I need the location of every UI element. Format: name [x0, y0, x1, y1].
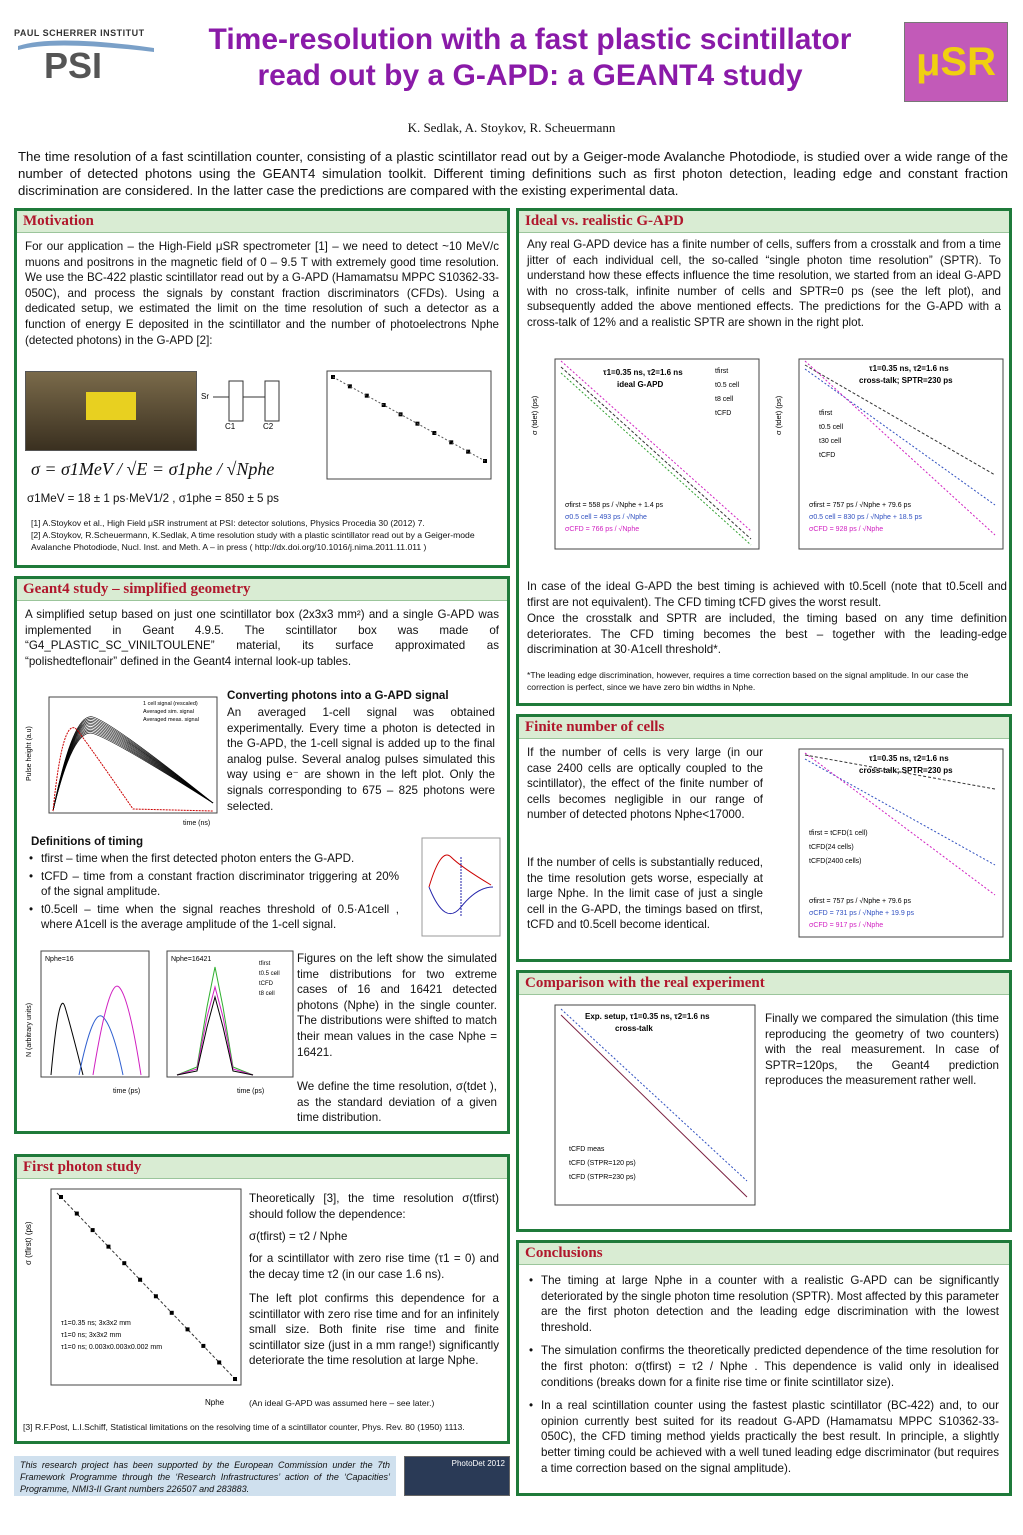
- histogram-nphe16: [23, 947, 153, 1097]
- svg-text:tCFD: tCFD: [715, 410, 732, 417]
- svg-text:σCFD = 731 ps / √Nphe + 19.9 p: σCFD = 731 ps / √Nphe + 19.9 ps: [809, 910, 915, 917]
- finite-cells-panel: [516, 714, 1012, 962]
- svg-text:N (arbitrary units): N (arbitrary units): [26, 1002, 33, 1057]
- svg-text:tfirst: tfirst: [259, 961, 271, 967]
- svg-text:cross-talk: cross-talk: [615, 1024, 653, 1033]
- data-point: [432, 431, 436, 435]
- ref-3: [3] R.F.Post, L.I.Schiff, Statistical limitations on the resolving time of a scintillator counter, Phys. Rev. 80 (1950) 1113.: [23, 1422, 465, 1432]
- finite-cells-plot: [769, 745, 1007, 959]
- svg-text:tCFD: tCFD: [819, 452, 836, 459]
- svg-text:τ1=0.35 ns, τ2=1.6 ns: τ1=0.35 ns, τ2=1.6 ns: [869, 364, 949, 373]
- setup-sketch: [199, 369, 309, 449]
- ideal-panel: [516, 208, 1012, 706]
- data-point: [365, 394, 369, 398]
- data-point: [106, 1245, 110, 1249]
- first-photon-note: (An ideal G-APD was assumed here – see later.): [249, 1398, 435, 1408]
- comparison-text: Finally we compared the simulation (this time reproducing the geometry of two counters) with the real measurement. In case of SPTR=120ps, the Geant4 prediction reproduces the measurement rather well.: [765, 1012, 999, 1088]
- conclusion-item-2: • The simulation confirms the theoretically predicted dependence of the time resolution for the first photon: σ(tfirst) = τ2 / Nphe . This dependence is valid only in idealised conditions (breaks down for a finite rise time or finite scintillator size).: [529, 1343, 999, 1390]
- svg-text:C2: C2: [263, 422, 274, 431]
- svg-text:σ0.5 cell = 493 ps / √Nphe: σ0.5 cell = 493 ps / √Nphe: [565, 514, 647, 521]
- svg-text:tfirst: tfirst: [715, 368, 729, 375]
- data-point: [233, 1377, 237, 1381]
- svg-text:tCFD meas: tCFD meas: [569, 1146, 605, 1153]
- abstract: The time resolution of a fast scintillation counter, consisting of a plastic scintillator read out by a Geiger-mode Avalanche Photodiode, is studied over a wide range of the number of detected photons using the GEANT4 simulation toolkit. Different timing definitions such as first photon detection, leading edge and constant fraction discrimination are considered. In the latter case the predictions are compared with the existing experimental data.: [18, 149, 1008, 198]
- data-point: [91, 1228, 95, 1232]
- data-point: [348, 384, 352, 388]
- data-point: [59, 1195, 63, 1199]
- svg-text:t0.5 cell: t0.5 cell: [819, 424, 844, 431]
- svg-text:tCFD: tCFD: [259, 981, 273, 987]
- svg-text:σfirst = 558 ps / √Nphe + 1.4: σfirst = 558 ps / √Nphe + 1.4 ps: [565, 502, 664, 509]
- svg-text:Pulse height (a.u): Pulse height (a.u): [26, 726, 33, 781]
- svg-text:Nphe=16421: Nphe=16421: [171, 956, 212, 963]
- data-point: [449, 440, 453, 444]
- first-photon-panel: [14, 1154, 510, 1444]
- psi-logo-text: PAUL SCHERRER INSTITUT: [14, 28, 145, 38]
- svg-text:cross-talk; SPTR=230 ps: cross-talk; SPTR=230 ps: [859, 766, 953, 775]
- svg-text:τ1=0 ns; 0.003x0.003x0.002 mm: τ1=0 ns; 0.003x0.003x0.002 mm: [61, 1344, 163, 1351]
- conclusions-title: Conclusions: [519, 1243, 1009, 1265]
- ideal-gapd-plot: [525, 355, 763, 571]
- pulse-shape-plot: [23, 691, 223, 831]
- setup-photo: [25, 371, 197, 451]
- motivation-panel: [14, 208, 510, 568]
- svg-text:σ (tfirst) (ps): σ (tfirst) (ps): [24, 1221, 33, 1265]
- svg-text:t0.5 cell: t0.5 cell: [715, 382, 740, 389]
- first-photon-text-1: Theoretically [3], the time resolution σ(tfirst) should follow the dependence:: [249, 1192, 499, 1221]
- definition-t05cell: • t0.5cell – time when the signal reaches threshold of 0.5·A1cell , where A1cell is the average amplitude of the 1-cell signal.: [29, 902, 399, 933]
- svg-text:tCFD(24 cells): tCFD(24 cells): [809, 844, 854, 851]
- comparison-plot: [525, 1001, 761, 1229]
- svg-text:PSI: PSI: [44, 45, 103, 82]
- musr-logo-text: μSR: [915, 40, 997, 84]
- svg-text:σCFD = 917 ps / √Nphe: σCFD = 917 ps / √Nphe: [809, 922, 884, 929]
- figures-text-2: We define the time resolution, σ(tdet ), as the standard deviation of a given time distribution.: [297, 1080, 497, 1125]
- conclusion-item-3: • In a real scintillation counter using the fastest plastic scintillator (BC-422) and, to our opinion currently best suited for its readout G-APD (Hamamatsu MPPC S10362-33-050C), the CFD timing method yields practically the best result. In principle, a slightly better timing could be achieved with a well tuned leading edge discriminator (but requires a time correction based on the signal amplitude).: [529, 1398, 999, 1476]
- geant4-text: A simplified setup based on just one scintillator box (2x3x3 mm²) and a single G-APD was implemented in Geant 4.9.5. The scintillator box was made of “G4_PLASTIC_SC_VINILTOULENE” material, its surface approximated as “polishedteflonair” defined in the Geant4 internal look-up tables.: [25, 608, 499, 668]
- histogram-nphe16421: [157, 947, 297, 1097]
- motivation-title: Motivation: [17, 211, 507, 233]
- comparison-title: Comparison with the real experiment: [519, 973, 1009, 995]
- svg-text:t8 cell: t8 cell: [259, 991, 275, 997]
- resolution-values: σ1MeV = 18 ± 1 ps·MeV1/2 , σ1phe = 850 ± 5 ps: [27, 492, 279, 505]
- photodet-logo: [404, 1456, 510, 1496]
- svg-text:tCFD (STPR=230 ps): tCFD (STPR=230 ps): [569, 1174, 636, 1181]
- resolution-formula: σ = σ1MeV / √E = σ1phe / √Nphe: [31, 459, 275, 479]
- data-point: [186, 1327, 190, 1331]
- svg-text:Nphe: Nphe: [205, 1398, 225, 1407]
- svg-text:C1: C1: [225, 422, 236, 431]
- svg-text:time (ps): time (ps): [113, 1088, 141, 1095]
- cfd-sketch: [421, 837, 501, 937]
- finite-cells-text-1: If the number of cells is very large (in our case 2400 cells are optically coupled to the scintillator), the effect of the finite number of cells becomes negligible in our range of number of detected photons Nphe<17000.: [527, 746, 763, 822]
- converting-text: An averaged 1-cell signal was obtained experimentally. Every time a photon is detected in the G-APD, the 1-cell signal is added up to the final analog pulse. Several analog pulses simulated this way using e⁻ are shown in the left plot. Only the signals corresponding to 675 – 825 photons were selected.: [227, 706, 495, 813]
- conclusions-panel: [516, 1240, 1012, 1496]
- musr-logo: [904, 22, 1008, 102]
- svg-text:σ (tdet) (ps): σ (tdet) (ps): [530, 395, 539, 435]
- ref-1: [1] A.Stoykov et al., High Field μSR instrument at PSI: detector solutions, Physics Procedia 30 (2012) 7.: [31, 518, 425, 528]
- svg-text:time (ns): time (ns): [183, 820, 211, 827]
- svg-text:cross-talk; SPTR=230 ps: cross-talk; SPTR=230 ps: [859, 376, 953, 385]
- svg-text:t0.5 cell: t0.5 cell: [259, 971, 280, 977]
- conclusion-item-1: • The timing at large Nphe in a counter with a realistic G-APD can be significantly deteriorated by the single photon time resolution (SPTR). Most affected by this parameter are the first photon detection and the leading edge discrimination with the lowest threshold.: [529, 1273, 999, 1335]
- ref-2: [2] A.Stoykov, R.Scheuermann, K.Sedlak, A time resolution study with a plastic scintillator read out by a Geiger-mode Avalanche Photodiode, Nucl. Inst. and Meth. A – in press ( http://dx.doi.org/10.1016/j.nima.2011.11.011 ): [31, 530, 475, 552]
- realistic-gapd-plot: [769, 355, 1007, 571]
- svg-text:1 cell signal (rescaled): 1 cell signal (rescaled): [143, 701, 198, 707]
- ideal-text: Any real G-APD device has a finite number of cells, suffers from a crosstalk and from a time jitter of each individual cell, the so-called “single photon time resolution” (SPTR). To understand how these effects influence the time resolution, we started from an ideal G-APD with no cross-talk, infinite number of cells and SPTR=0 ps (see the left plot), and subsequently added the above mentioned effects. The predictions for the G-APD with a cross-talk of 12% and a realistic SPTR are shown in the right plot.: [527, 238, 1001, 329]
- converting-title: Converting photons into a G-APD signal: [227, 689, 449, 702]
- svg-text:Averaged sim. signal: Averaged sim. signal: [143, 709, 194, 715]
- motivation-text: For our application – the High-Field μSR spectrometer [1] – we need to detect ~10 MeV/c muons and positrons in the magnetic field of 0 – 9.5 T with extremely good time resolution. We use the BC-422 plastic scintillator read out by a G-APD (Hamamatsu MPPC S10362-33-050C), and process the signals by constant fraction discriminators (CFDs). Using a dedicated setup, we estimated the limit on the time resolution of such a detector as a function of energy E deposited in the scintillator and the number of photoelectrons Nphe (detected photons) in the G-APD [2]:: [25, 240, 499, 347]
- svg-text:σ (tdet) (ps): σ (tdet) (ps): [774, 395, 783, 435]
- svg-text:Exp. setup, τ1=0.35 ns, τ2=1.: Exp. setup, τ1=0.35 ns, τ2=1.6 ns: [585, 1012, 710, 1021]
- data-point: [138, 1278, 142, 1282]
- svg-text:tfirst = tCFD(1 cell): tfirst = tCFD(1 cell): [809, 830, 868, 837]
- ideal-text-2: In case of the ideal G-APD the best timing is achieved with t0.5cell (note that t0.5cell and tfirst are not equivalent). The CFD timing tCFD gives the worst result.: [527, 580, 1007, 609]
- ideal-text-3: Once the crosstalk and SPTR are included, the timing based on any time definition deteriorates. The CFD timing becomes the best – together with the leading-edge discrimination at 30·A1cell threshold*.: [527, 612, 1007, 657]
- svg-text:t30 cell: t30 cell: [819, 438, 842, 445]
- svg-text:τ1=0.35 ns; 3x3x2 mm: τ1=0.35 ns; 3x3x2 mm: [61, 1320, 131, 1327]
- svg-text:Sr: Sr: [201, 392, 209, 401]
- authors: K. Sedlak, A. Stoykov, R. Scheuermann: [407, 120, 616, 135]
- title-line-2: read out by a G-APD: a GEANT4 study: [257, 59, 803, 92]
- ideal-footnote: *The leading edge discrimination, however, requires a time correction based on the signal amplitude. In our case the correction is perfect, since we have zero bin widths in Nphe.: [527, 670, 969, 692]
- funding-note: This research project has been supported by the European Commission under the 7th Framework Programme through the ‘Research Infrastructures’ action of the ‘Capacities’ Programme, NMI3-II Grant numbers 226507 and 283883.: [14, 1456, 396, 1496]
- data-point: [217, 1360, 221, 1364]
- psi-logo-mark: [14, 38, 160, 82]
- comparison-panel: [516, 970, 1012, 1232]
- svg-text:σCFD = 766 ps / √Nphe: σCFD = 766 ps / √Nphe: [565, 526, 640, 533]
- sigma-vs-energy-plot: [313, 361, 503, 491]
- data-point: [122, 1261, 126, 1265]
- svg-text:σ0.5 cell = 830 ps / √Nphe + 1: σ0.5 cell = 830 ps / √Nphe + 18.5 ps: [809, 514, 922, 521]
- title-line-1: Time-resolution with a fast plastic scintillator: [208, 23, 852, 56]
- svg-text:tfirst: tfirst: [819, 410, 833, 417]
- definitions-list: [29, 851, 399, 935]
- data-point: [201, 1344, 205, 1348]
- geant4-title: Geant4 study – simplified geometry: [17, 579, 507, 601]
- photodet-logo-text: PhotoDet 2012: [451, 1459, 505, 1468]
- geant4-panel: [14, 576, 510, 1134]
- data-point: [170, 1311, 174, 1315]
- poster-title: [170, 22, 890, 94]
- svg-text:tCFD (STPR=120 ps): tCFD (STPR=120 ps): [569, 1160, 636, 1167]
- data-point: [75, 1212, 79, 1216]
- svg-text:time (ps): time (ps): [237, 1088, 265, 1095]
- first-photon-text-2: for a scintillator with zero rise time (τ1 = 0) and the decay time τ2 (in our case 1.6 ns).: [249, 1252, 499, 1281]
- svg-text:σfirst = 757 ps / √Nphe + 79.6: σfirst = 757 ps / √Nphe + 79.6 ps: [809, 898, 911, 905]
- svg-text:σfirst = 757 ps / √Nphe + 79.6: σfirst = 757 ps / √Nphe + 79.6 ps: [809, 502, 911, 509]
- svg-text:τ1=0.35 ns, τ2=1.6 ns: τ1=0.35 ns, τ2=1.6 ns: [869, 754, 949, 763]
- svg-text:τ1=0.35 ns, τ2=1.6 ns: τ1=0.35 ns, τ2=1.6 ns: [603, 368, 683, 377]
- svg-text:Averaged meas. signal: Averaged meas. signal: [143, 717, 199, 723]
- svg-text:σCFD = 928 ps / √Nphe: σCFD = 928 ps / √Nphe: [809, 526, 884, 533]
- definitions-title: Definitions of timing: [31, 835, 144, 848]
- finite-cells-title: Finite number of cells: [519, 717, 1009, 739]
- svg-text:ideal G-APD: ideal G-APD: [617, 380, 664, 389]
- conclusions-list: [519, 1265, 1009, 1476]
- first-photon-title: First photon study: [17, 1157, 507, 1179]
- svg-text:Nphe=16: Nphe=16: [45, 956, 74, 963]
- figures-text: Figures on the left show the simulated time distributions for two extreme cases of 16 and 16421 detected photons (Nphe) in the single counter. The distributions were shifted to match their mean values in the case Nphe = 16421.: [297, 952, 497, 1059]
- svg-text:τ1=0 ns; 3x3x2 mm: τ1=0 ns; 3x3x2 mm: [61, 1332, 122, 1339]
- svg-text:tCFD(2400 cells): tCFD(2400 cells): [809, 858, 862, 865]
- first-photon-text-3: The left plot confirms this dependence for a scintillator with zero rise time and for an infinitely small size. Both finite rise time and finite scintillator size (just in a mm range!) significantly deteriorate the time resolution at large Nphe.: [249, 1292, 499, 1368]
- first-photon-equation: σ(tfirst) = τ2 / Nphe: [249, 1230, 348, 1243]
- definition-tfirst: • tfirst – time when the first detected photon enters the G-APD.: [29, 851, 399, 867]
- finite-cells-text-2: If the number of cells is substantially reduced, the time resolution gets worse, especially at large Nphe. In the limit case of just a single cell in the G-APD, the timings based on tfirst, tCFD and t0.5cell become identical.: [527, 856, 763, 932]
- definition-tcfd: • tCFD – time from a constant fraction discriminator triggering at 20% of the signal amplitude.: [29, 869, 399, 900]
- psi-logo: [14, 28, 160, 82]
- first-photon-plot: [21, 1185, 245, 1411]
- data-point: [466, 450, 470, 454]
- data-point: [154, 1294, 158, 1298]
- svg-text:t8 cell: t8 cell: [715, 396, 734, 403]
- ideal-title: Ideal vs. realistic G-APD: [519, 211, 1009, 233]
